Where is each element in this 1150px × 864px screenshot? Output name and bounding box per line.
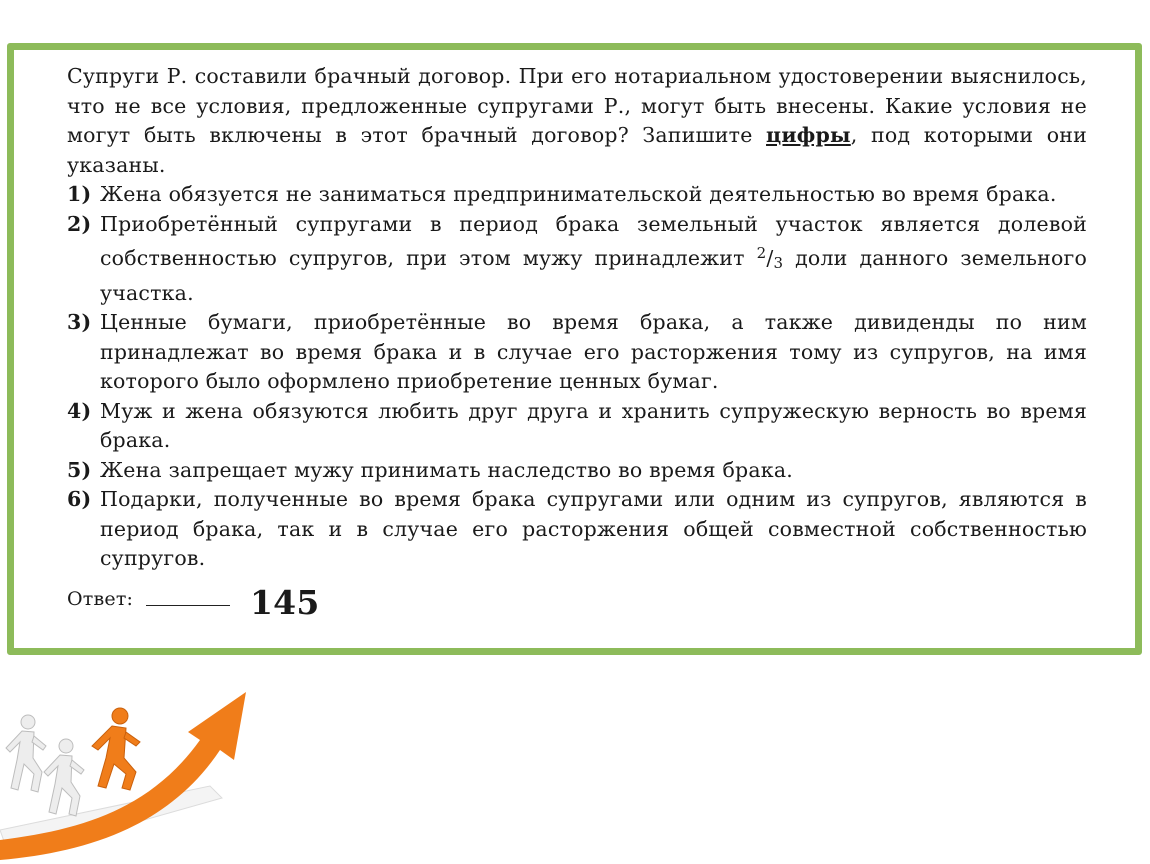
answer-label: Ответ: (67, 587, 134, 610)
intro-emphasis: цифры (766, 123, 851, 147)
runners-arrow-illustration (0, 680, 260, 864)
task-body (67, 62, 1087, 623)
task-frame (7, 43, 1142, 655)
intro-text-post: , под которыми они указаны. (67, 123, 1087, 177)
option-1 (67, 180, 1087, 210)
option-text-tail: доли данного земельного участка. (100, 246, 1088, 305)
option-text: Муж и жена обязуются любить друг друга и хранить супружескую верность во время брака. (100, 398, 1087, 452)
option-4 (67, 397, 1087, 456)
option-text: Жена запрещает мужу принимать наследство во время брака. (100, 457, 793, 482)
option-text: Жена обязуется не заниматься предпринимательской деятельностью во время брака. (100, 182, 1057, 206)
answer-row (67, 583, 1087, 623)
intro-text-pre: Супруги Р. составили брачный договор. При его нотариальном удостоверении выяснилось, что не все условия, предложенные супругами Р., могут быть внесены. Какие условия не могут быть включены в этот брачный договор? Запишите (67, 64, 1087, 147)
options-list (67, 180, 1087, 574)
option-5 (67, 456, 1087, 486)
option-3 (67, 308, 1087, 397)
option-number: 5) (67, 457, 92, 482)
fraction-denominator: 3 (773, 254, 784, 272)
answer-underline (146, 605, 230, 606)
answer-value: 145 (250, 582, 320, 622)
task-intro (67, 62, 1087, 180)
option-2 (67, 210, 1087, 309)
lead-runner-icon (92, 708, 140, 790)
option-number: 2) (67, 211, 92, 236)
fraction-separator: / (766, 246, 774, 270)
option-number: 4) (67, 398, 92, 423)
runner-icon (44, 739, 84, 816)
option-text: Приобретённый супругами в период брака земельный участок является долевой собственностью супругов, при этом мужу принадлежит (100, 211, 1087, 270)
fraction-numerator: 2 (756, 244, 767, 262)
runner-icon (6, 715, 46, 792)
option-text: Ценные бумаги, приобретённые во время брака, а также дивиденды по ним принадлежат во время брака и в случае его расторжения тому из супругов, на имя которого было оформлено приобретение ценных бумаг. (100, 310, 1087, 393)
option-text: Подарки, полученные во время брака супругами или одним из супругов, являются в период брака, так и в случае его расторжения общей совместной собственностью супругов. (100, 487, 1087, 570)
option-number: 3) (67, 310, 92, 334)
option-number: 6) (67, 487, 92, 511)
option-6 (67, 485, 1087, 574)
option-number: 1) (67, 182, 92, 206)
